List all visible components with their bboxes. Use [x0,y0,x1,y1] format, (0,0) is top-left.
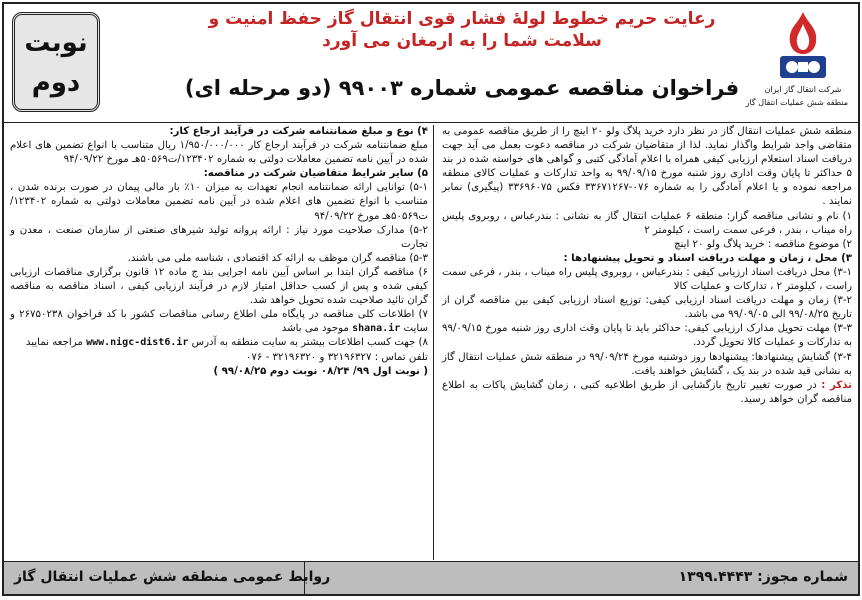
notice-title: فراخوان مناقصه عمومی شماره ۹۹۰۰۳ (دو مرحله ای) [184,76,740,100]
item-3-4: ۳-۴) گشایش پیشنهادها: پیشنهادها روز دوشنبه مورخ ۹۹/۰۹/۲۴ در منطقه شش عملیات انتقال گاز به نشانی قید شده در بند یک ، گشایش خواهند یافت. [442,351,852,377]
intro-paragraph: منطقه شش عملیات انتقال گاز در نظر دارد خرید پلاگ ولو ۲۰ اینچ را از طریق مناقصه عمومی به متقاضی واجد شرایط واگذار نماید. لذا از متقاضیان شرکت در مناقصه دعوت بعمل می آید جهت دریافت اسناد استعلام ارزیابی کیفی همراه با اعلام آمادگی کتبی و گواهی های خواسته شده در بند ۵ حداکثر تا پایان وقت اداری روز شنبه مورخ ۹۹/۰۹/۱۵ به واحد تدارکات و عملیات کالای منطقه مراجعه نموده و یا اعلام آمادگی را به شماره ۰۷۶-۳۳۶۷۱۲۶۷ فکس ۳۳۶۹۶۰۷۵ (پیگیری) نمابر نمایند . [442,126,853,208]
item-6: ۶) مناقصه گران ابتدا بر اساس آیین نامه اجرایی بند ج ماده ۱۲ قانون برگزاری مناقصات ارزیابی کیفی شده و پس از کسب حداقل امتیاز لازم در فرآیند ارزیابی کیفی ، اسناد مناقصه به مناقصه گران تائید صلاحیت شده تحویل خواهد شد. [10,266,428,307]
item-1: ۱) نام و نشانی مناقصه گزار: منطقه ۶ عملیات انتقال گاز به نشانی : بندرعباس ، روبروی پلیس راه میناب ، بندر ، فرعی سمت راست ، کیلومتر ۲ [442,210,853,236]
tender-notice [2,2,860,596]
contact-phone: تلفن تماس : ۳۲۱۹۶۳۲۷ و ۳۲۱۹۶۳۲۰ - ۰۷۶ [245,351,428,363]
column-divider [433,125,434,560]
header-divider [4,122,858,123]
note [442,379,852,407]
note-text: در صورت تغییر تاریخ بازگشایی از طریق اطلاعیه کتبی ، زمان گشایش پاکات به اطلاع مناقصه گران خواهد رسید. [442,379,852,405]
item-7 [10,308,428,336]
item-3-1: ۳-۱) محل دریافت اسناد ارزیابی کیفی : بندرعباس ، روبروی پلیس راه میناب ، بندر ، فرعی سمت راست ، کیلومتر ۲ ، تدارکات و عملیات کالا [442,266,852,293]
org-unit: منطقه شش عملیات انتقال گاز [745,98,848,107]
item-3: ۳) محل ، زمان و مهلت دریافت اسناد و تحویل پیشنهادها : [563,252,852,264]
item-2: ۲) موضوع مناقصه : خرید پلاگ ولو ۲۰ اینچ [673,238,852,250]
item-3-3: ۳-۳) مهلت تحویل مدارک ارزیابی کیفی: حداکثر باید تا پایان وقت اداری روز شنبه مورخ ۹۹/۰۹/۱۵ به تدارکات و عملیات کالا تحویل گردد. [442,323,852,349]
item-8-text: ۸) جهت کسب اطلاعات بیشتر به سایت منطقه به آدرس [191,337,428,349]
right-column [442,125,852,407]
org-name: شرکت انتقال گاز ایران [764,85,842,94]
item-5-3: ۵-۳) مناقصه گران موظف به ارائه کد اقتصادی ، شناسه ملی می باشند. [127,252,428,264]
round-badge [12,12,100,112]
item-8 [10,336,428,350]
item-4-text: مبلغ ضمانتنامه شرکت در فرآیند ارجاع کار ۱/۹۵۰/۰۰۰/۰۰۰ ریال متناسب با انواع تضمین های اعلام شده در آیین نامه تضمین معاملات دولتی به شماره ۱۲۳۴۰۲/ت۵۰۵۶۹هـ مورخ ۹۴/۰۹/۲۲ [10,140,428,166]
region-site-link[interactable]: www.nigc-dist6.ir [86,337,189,349]
notice-footer [4,561,858,594]
item-8-end: مراجعه نمایید [25,337,83,349]
badge-line1: نوبت [24,28,88,58]
item-5: ۵) سایر شرایط متقاضیان شرکت در مناقصه: [203,168,428,180]
publication-dates: ( نوبت اول ۹۹/ ۰۸/۲۴ نوبت دوم ۹۹/۰۸/۲۵ ) [213,365,428,377]
gas-flame-logo-icon [772,10,834,82]
shana-link[interactable]: shana.ir [352,323,401,335]
note-label: تذکر : [821,379,852,391]
badge-line2: دوم [31,68,81,98]
item-4: ۴) نوع و مبلغ ضمانتنامه شرکت در فرآیند ارجاع کار: [169,126,428,137]
permit-number: شماره مجوز: ۱۳۹۹.۴۴۴۳ [678,569,848,585]
notice-header [4,4,858,122]
item-5-2: ۵-۲) مدارک صلاحیت مورد نیاز : ارائه پروانه تولید شیرهای صنعتی از سازمان صنعت ، معدن و تجارت [10,224,428,250]
company-logo [745,10,848,120]
item-5-1: ۵-۱) توانایی ارائه ضمانتنامه انجام تعهدات به میزان ۱۰٪ بار مالی پیمان در صورت برنده شدن ، متناسب با انواع تضمین های اعلام شده در آیین نامه تضمین معاملات دولتی به شماره ۱۲۳۴۰۲/ت۵۰۵۶۹هـ مورخ ۹۴/۰۹/۲۲ [10,182,428,222]
item-7-text: ۷) اطلاعات کلی مناقصه در پایگاه ملی اطلاع رسانی مناقصات کشور با کد فراخوان ۲۶۷۵۰۲۳۸ و سایت [10,309,428,335]
safety-headline: رعایت حریم خطوط لولۀ فشار قوی انتقال گاز حفظ امنیت و سلامت شما را به ارمغان می آورد [208,9,716,51]
item-7-end: موجود می باشد [281,323,349,335]
public-relations: روابط عمومی منطقه شش عملیات انتقال گاز [14,569,331,585]
left-column [10,125,428,379]
item-3-2: ۳-۲) زمان و مهلت دریافت اسناد ارزیابی کیفی: توزیع اسناد ارزیابی کیفی بین مناقصه گران از تاریخ ۹۹/۰۸/۲۵ الی ۹۹/۰۹/۰۵ می باشد. [442,295,852,321]
